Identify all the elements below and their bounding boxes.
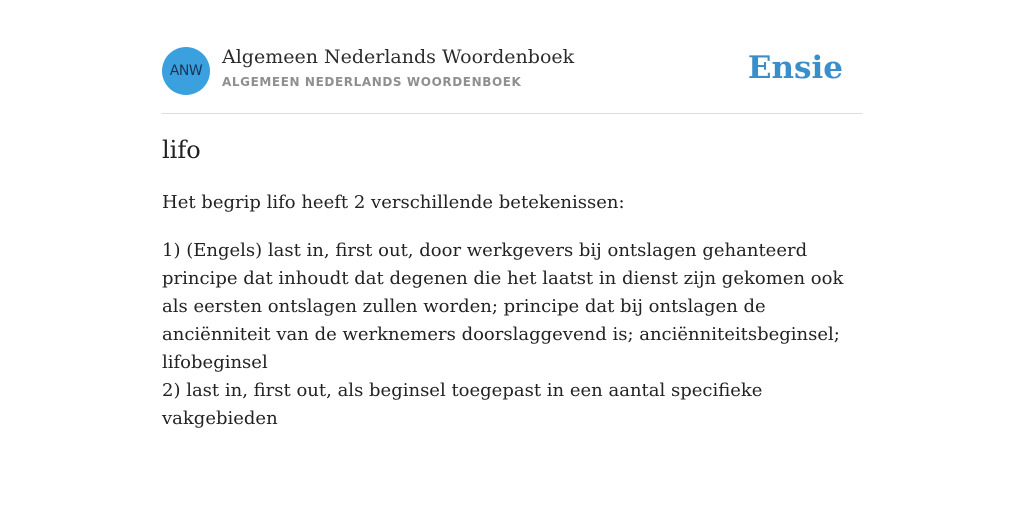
definition-list (162, 237, 867, 433)
definition-2: 2) last in, first out, als beginsel toegepast in een aantal specifieke vakgebieden (162, 380, 763, 429)
definition-1: 1) (Engels) last in, first out, door werkgevers bij ontslagen gehanteerd principe dat inhoudt dat degenen die het laatst in dienst zijn gekomen ook als eersten ontslagen zullen worden; principe dat bij ontslagen de anciënniteit van de werknemers doorslaggevend is; anciënniteitsbeginsel; lifobeginsel (162, 240, 844, 373)
ensie-brand-link[interactable]: Ensie (747, 50, 843, 86)
header-divider (162, 113, 862, 114)
entry-intro: Het begrip lifo heeft 2 verschillende betekenissen: (162, 192, 625, 213)
source-subtitle: ALGEMEEN NEDERLANDS WOORDENBOEK (222, 75, 522, 89)
source-title[interactable]: Algemeen Nederlands Woordenboek (222, 46, 575, 68)
anw-logo[interactable]: ANW (162, 47, 210, 95)
entry-term: lifo (162, 136, 201, 164)
source-header (162, 46, 862, 96)
